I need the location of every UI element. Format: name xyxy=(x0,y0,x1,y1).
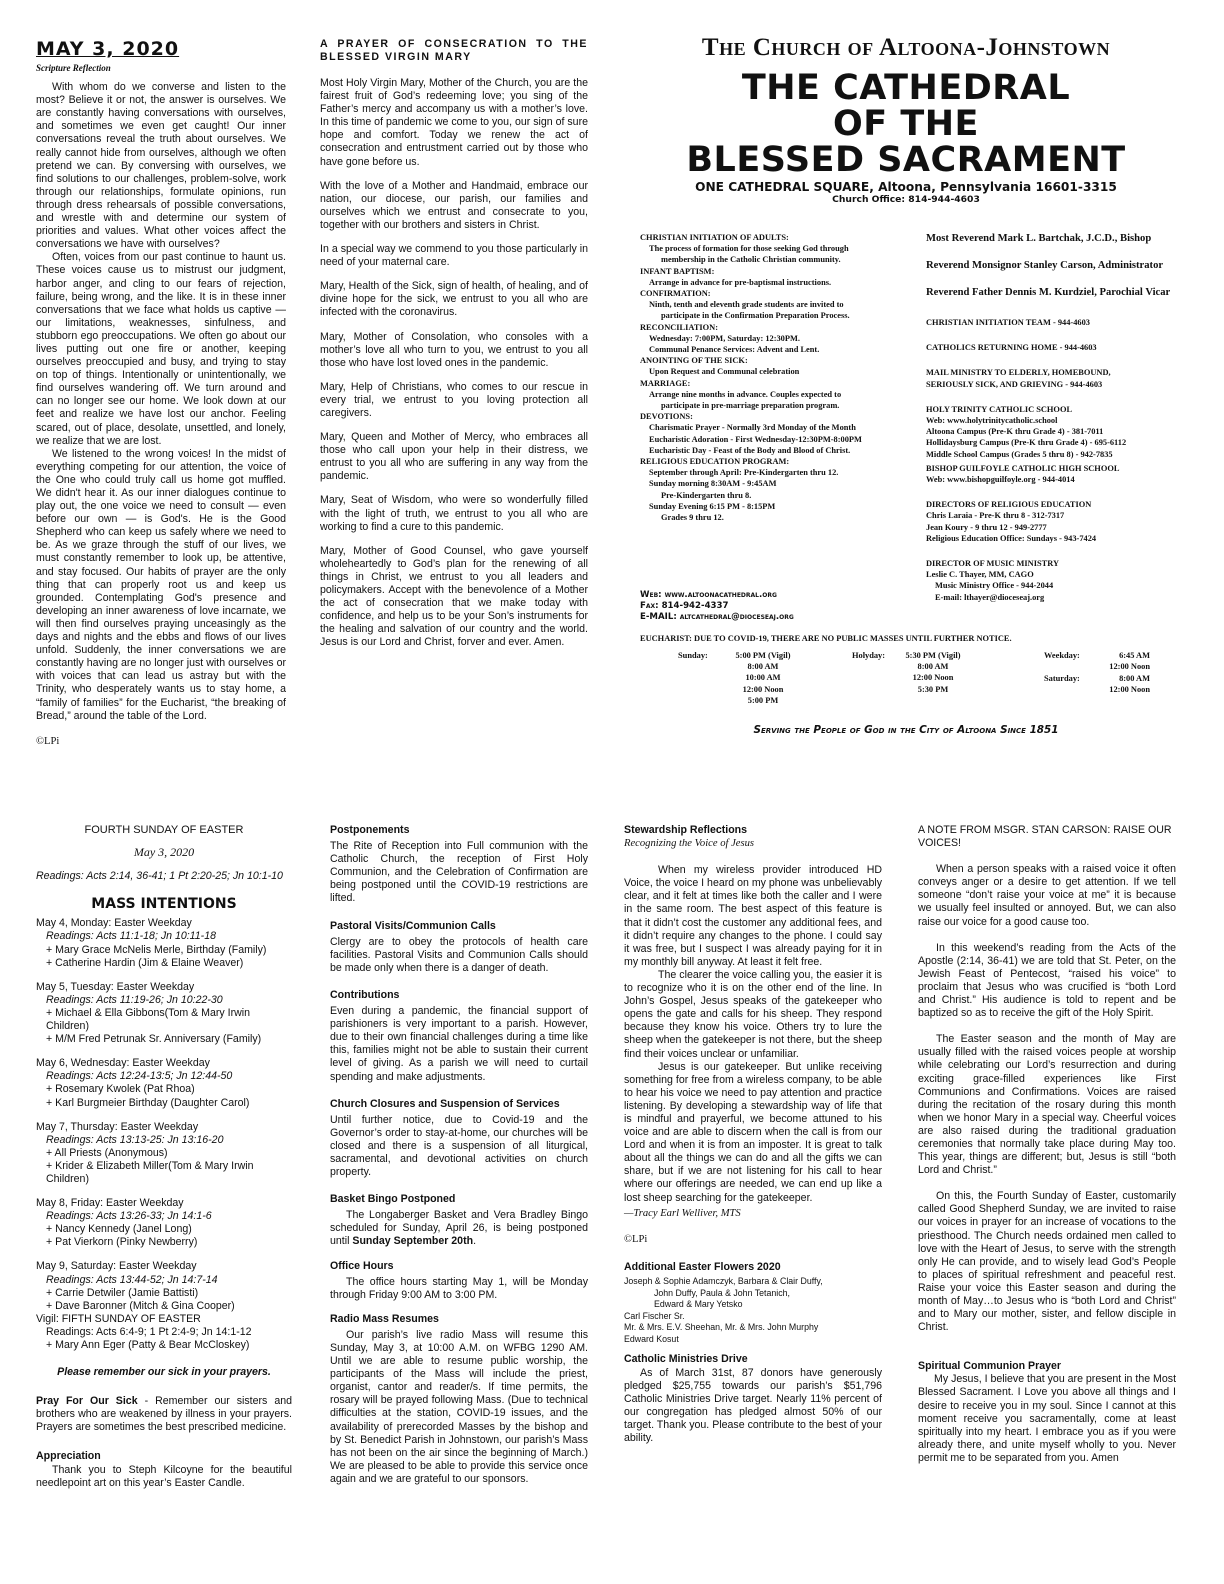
dre-contact: Jean Koury - 9 thru 12 - 949-2777 xyxy=(926,522,1047,532)
stewardship-paragraph: When my wireless provider introduced HD Voice, the voice I heard on my phone was unbelievably clear, and it felt at times like both the caller and I were in the same room. The best aspect of this feature is that it didn’t cost the customer any additional fees, and it didn’t require any changes to the phone. I could say it was free, but I suspect I was already paying for it in my monthly bill anyway. At least it felt free. xyxy=(624,864,882,968)
prayer-paragraph: Mary, Health of the Sick, sign of health, of healing, and of divine hope for the sick, we entrust to you all who are infected with the coronavirus. xyxy=(320,280,588,319)
sacrament-detail: Sunday morning 8:30AM - 9:45AM xyxy=(649,479,777,489)
sacrament-detail: Sunday Evening 6:15 PM - 8:15PM xyxy=(649,501,776,511)
sacrament-detail: Eucharistic Day - Feast of the Body and Blood of Christ. xyxy=(649,445,851,455)
mail-ministry: SERIOUSLY SICK, AND GRIEVING - 944-4603 xyxy=(926,379,1103,389)
holyday-times xyxy=(888,650,978,695)
school-campus: Middle School Campus (Grades 5 thru 8) - 942-7835 xyxy=(926,449,1113,459)
sacrament-detail: Arrange in advance for pre-baptismal instructions. xyxy=(649,277,832,287)
sacrament-heading: CONFIRMATION: xyxy=(640,289,711,299)
consecration-prayer-column xyxy=(320,38,588,660)
mass-intention-day xyxy=(36,981,292,1046)
scripture-reflection-title: Scripture Reflection xyxy=(36,63,111,73)
bingo-heading: Basket Bingo Postponed xyxy=(330,1193,456,1206)
vigil-name: + Mary Ann Eger (Patty & Bear McCloskey) xyxy=(46,1339,250,1351)
sacrament-detail: The process of formation for those seeking God through xyxy=(649,244,849,254)
announcement-heading: Church Closures and Suspension of Services xyxy=(330,1097,560,1110)
cathedral-name xyxy=(618,70,1194,178)
appreciation-text: Thank you to Steph Kilcoyne for the beautiful needlepoint art on this year’s Easter Candle. xyxy=(36,1463,292,1489)
weekday-label: Weekday: xyxy=(1044,651,1080,660)
lpi-credit: ©LPi xyxy=(624,1233,648,1245)
prayer-paragraph: In a special way we commend to you those particularly in need of your maternal care. xyxy=(320,243,588,269)
sunday-date: May 3, 2020 xyxy=(133,845,195,860)
sacrament-detail: September through April: Pre-Kindergarten thru 12. xyxy=(649,468,839,478)
flowers-heading: Additional Easter Flowers 2020 xyxy=(624,1260,781,1273)
diocese-name: The Church of Altoona-Johnstown xyxy=(701,34,1111,61)
school-campus: Hollidaysburg Campus (Pre-K thru Grade 4) - 695-6112 xyxy=(926,438,1127,448)
sacrament-heading: MARRIAGE: xyxy=(640,378,691,388)
mass-time: 5:30 PM xyxy=(917,684,949,694)
religious-ed-office: Religious Education Office: Sundays - 943-7424 xyxy=(926,533,1097,543)
sacrament-detail: Charismatic Prayer - Normally 3rd Monday of the Month xyxy=(649,423,856,433)
intention-name: + Pat Vierkorn (Pinky Newberry) xyxy=(46,1236,198,1249)
staff-directory xyxy=(926,232,1186,603)
saturday-label: Saturday: xyxy=(1044,674,1080,683)
sunday-readings: Readings: Acts 2:14, 36-41; 1 Pt 2:20-25; Jn 10:1-10 xyxy=(36,870,283,883)
pastor-note-paragraph: When a person speaks with a raised voice it often conveys anger or a desire to get attention. If we tell someone “don’t raise your voice at me” it is because we usually feel insulted or annoyed. But, we can also raise our voice for a good cause too. xyxy=(918,863,1176,928)
cmd-heading: Catholic Ministries Drive xyxy=(624,1353,748,1366)
christian-initiation-team: CHRISTIAN INITIATION TEAM - 944-4603 xyxy=(926,318,1090,327)
dre-contact: Chris Laraia - Pre-K thru 8 - 312-7317 xyxy=(926,511,1065,521)
mass-time: 8:00 AM xyxy=(1119,674,1150,683)
intention-day: May 7, Thursday: Easter Weekday xyxy=(36,1120,199,1133)
reflection-paragraph: With whom do we converse and listen to the most? Believe it or not, the answer is ourselves. We are constantly having conversations with ourselves, and sometimes we even get caught! Our inner conversations reveal the truth about ourselves. We really cannot hide from ourselves, although we often pretend we can. By conversing with ourselves, we find solutions to our challenges, problem-solve, work through our relationships, formulate opinions, run through dress rehearsals of possible conversations, and wrestle with and determine our system of priorities and values. What other voices affect the conversations we have with ourselves? xyxy=(36,81,286,251)
mass-time: 12:00 Noon xyxy=(1109,685,1150,695)
sacrament-heading: CHRISTIAN INITIATION OF ADULTS: xyxy=(640,233,789,242)
radio-mass-heading: Radio Mass Resumes xyxy=(330,1312,439,1325)
address-block xyxy=(618,180,1194,206)
intention-name: + Mary Grace McNelis Merle, Birthday (Family) xyxy=(46,943,267,956)
office-hours-text: The office hours starting May 1, will be Monday through Friday 9:00 AM to 3:00 PM. xyxy=(330,1275,588,1301)
radio-mass-text: Our parish’s live radio Mass will resume this Sunday, May 3, at 10:00 A.M. on WFBG 1290 AM. Until we are able to resume public worship, the participants of the Mass will include the priest, organist, cantor and reader/s. If time permits, the rosary will be prayed following Mass. (Due to technical difficulties at the station, COVID-19 issues, and the availability of prerecorded Masses by the bishop and by St. Benedict Parish in Johnstown, our parish’s Mass has not been on the air since the beginning of March.) We are pleased to be able to provide this service once again and we are grateful to our sponsors. xyxy=(330,1328,588,1485)
intention-name: + Carrie Detwiler (Jamie Battisti) xyxy=(46,1286,199,1299)
sacrament-detail: Eucharistic Adoration - First Wednesday-12:30PM-8:00PM xyxy=(649,434,862,444)
sunday-times xyxy=(718,650,808,706)
announcement-text: Even during a pandemic, the financial support of parishioners is very important to a parish. However, due to their own financial challenges during a time like this, families might not be able to sustain their current level of giving. As a parish we will need to curtail spending and make adjustments. xyxy=(330,1005,588,1083)
sacrament-detail: Upon Request and Communal celebration xyxy=(649,367,800,377)
music-director-heading: DIRECTOR OF MUSIC MINISTRY xyxy=(926,559,1060,569)
mass-time: 12:00 Noon xyxy=(912,673,954,683)
intention-day: May 9, Saturday: Easter Weekday xyxy=(36,1260,197,1273)
pray-for-sick xyxy=(36,1395,292,1434)
sacrament-heading: RELIGIOUS EDUCATION PROGRAM: xyxy=(640,457,790,467)
mass-time: 12:00 Noon xyxy=(742,684,784,694)
sacrament-heading: RECONCILIATION: xyxy=(640,322,719,332)
mass-intention-day xyxy=(36,1260,292,1312)
pray-for-sick-heading: Pray For Our Sick xyxy=(36,1395,138,1408)
sacrament-detail: Ninth, tenth and eleventh grade students are invited to xyxy=(649,300,844,310)
parochial-vicar: Reverend Father Dennis M. Kurdziel, Parochial Vicar xyxy=(926,287,1171,298)
mass-intention-day xyxy=(36,1197,292,1249)
stewardship-paragraph: Jesus is our gatekeeper. But unlike receiving something for free from a wireless company, to be able to hear his voice we need to pay attention and practice listening. By developing a stewardship way of life that is mindful and prayerful, we become attuned to his voice and are able to discern when the call is from our Lord and when it is from an imposter. It is great to talk about all the things we can do and all the gifts we can share, but if we are not listening for his call to hear where our offerings are needed, we can end up like a lost sheep searching for the gatekeeper. xyxy=(624,1060,882,1204)
bingo-text-body: The Longaberger Basket and Vera Bradley Bingo scheduled for Sunday, April 26, is being postponed until xyxy=(330,1209,588,1248)
school-name: HOLY TRINITY CATHOLIC SCHOOL xyxy=(926,404,1073,414)
high-school-name: BISHOP GUILFOYLE CATHOLIC HIGH SCHOOL xyxy=(926,463,1120,473)
school-campus: Altoona Campus (Pre-K thru Grade 4) - 381-7011 xyxy=(926,427,1104,437)
intention-name: + Krider & Elizabeth Miller(Tom & Mary Irwin Children) xyxy=(46,1159,254,1185)
prayer-paragraph: Most Holy Virgin Mary, Mother of the Church, you are the fairest fruit of God’s redeeming love; you sing of the Father’s mercy and accompany us with a mother’s love. In this time of pandemic we come to you, our sign of sure hope and comfort. Today we renew the act of consecration and entrustment carried out by those who have gone before us. xyxy=(320,77,588,168)
intention-name: + Michael & Ella Gibbons(Tom & Mary Irwin Children) xyxy=(46,1006,250,1033)
music-director: Leslie C. Thayer, MM, CAGO xyxy=(926,570,1034,580)
pastor-note-heading: A NOTE FROM MSGR. STAN CARSON: RAISE OUR VOICES! xyxy=(918,824,1172,850)
cathedral-name-line: BLESSED SACRAMENT xyxy=(686,140,1126,180)
mass-intention-day xyxy=(36,917,292,969)
flower-donor: John Duffy, Paula & John Tetanich, xyxy=(654,1287,790,1298)
sacrament-heading: INFANT BAPTISM: xyxy=(640,266,715,276)
intention-readings: Readings: Acts 13:13-25: Jn 13:16-20 xyxy=(46,1133,224,1146)
mass-intentions-column xyxy=(36,824,292,1490)
intention-name: + Karl Burgmeier Birthday (Daughter Carol) xyxy=(46,1096,250,1109)
reflection-paragraph: Often, voices from our past continue to haunt us. These voices cause us to mistrust our judgment, harbor anger, and cling to our fears of rejection, failure, being wrong, and the like. It is in these inner conversations that we face what holds us captive — our limitations, weaknesses, sinfulness, and stubborn ego preoccupations. We often go about our lives putting out one fire or another, keeping ourselves preoccupied and busy, and trying to stay on top of things. Intentionally or unintentionally, we find ourselves wandering off. We turn around and can no longer see our home. We look down at our feet and realize we have lost our anchor. Feeling scared, out of place, desolate, unsettled, and lonely, we realize that we are lost. xyxy=(36,251,286,447)
reflection-paragraph: We listened to the wrong voices! In the midst of everything competing for our attention, the voice of the One who could truly call us home got muffled. We didn't hear it. As our inner dialogues continue to play out, the one voice we need to consult — even before our own — is God's. He is the Good Shepherd who can keep us safely where we need to be. As we graze through the stuff of our lives, we must constantly remember to look up, be attentive, and stay focused. Our habits of prayer are the only thing that can properly root us and keep us grounded. Contemplating God's presence and developing an inner awareness of love incarnate, we will then find ourselves praying unceasingly as the days and nights and the ebbs and flows of our lives unfold. Suddenly, the inner conversations we are constantly having are no longer just with ourselves or with voices that can lead us astray but with the Trinity, who desperately wants us to stay home, a “family of families” for the Eucharist, “the breaking of Bread,” around the table of the Lord. xyxy=(36,447,286,722)
intention-readings: Readings: Acts 13:26-33; Jn 14:1-6 xyxy=(46,1210,212,1223)
vigil-intention xyxy=(36,1313,292,1352)
stewardship-author: —Tracy Earl Welliver, MTS xyxy=(624,1207,741,1219)
intention-name: + All Priests (Anonymous) xyxy=(46,1146,168,1159)
website-link[interactable]: Web: www.altoonacathedral.org xyxy=(640,590,777,600)
intention-name: + Catherine Hardin (Jim & Elaine Weaver) xyxy=(46,956,244,969)
flowers-list xyxy=(624,1276,882,1346)
vigil-day: Vigil: FIFTH SUNDAY OF EASTER xyxy=(36,1312,201,1325)
bingo-text: The Longaberger Basket and Vera Bradley Bingo scheduled for Sunday, April 26, is being postponed until Sunday September 20th. xyxy=(330,1209,588,1248)
pastor-note-column xyxy=(918,824,1176,1465)
sacrament-heading: ANOINTING OF THE SICK: xyxy=(640,356,748,366)
mass-time: 5:00 PM xyxy=(747,695,779,705)
mass-time: 5:00 PM (Vigil) xyxy=(735,651,791,660)
prayer-paragraph: Mary, Seat of Wisdom, who were so wonderfully filled with the light of truth, we entrust to you all who are working to find a cure to this pandemic. xyxy=(320,494,588,533)
email-link[interactable]: E-MAIL: altcathedral@dioceseaj.org xyxy=(640,612,794,623)
mass-time: 12:00 Noon xyxy=(1109,662,1150,672)
stewardship-subtitle: Recognizing the Voice of Jesus xyxy=(624,838,755,850)
pastor-note-paragraph: On this, the Fourth Sunday of Easter, customarily called Good Shepherd Sunday, we are invited to raise our voices in prayer for an increase of vocations to the priesthood. The Church needs ordained men called to love with the Heart of Jesus, to serve with the strength only He can provide, and to wisely lead God’s People to places of spiritual refreshment and peaceful rest. Raise your voice this Easter season and during the month of May…to Jesus who is “both Lord and Christ” and to Mary our mother, sister, and fellow disciple in Christ. xyxy=(918,1190,1176,1334)
catholics-returning-home: CATHOLICS RETURNING HOME - 944-4603 xyxy=(926,343,1097,353)
intention-readings: Readings: Acts 13:44-52; Jn 14:7-14 xyxy=(46,1273,218,1286)
mail-ministry: MAIL MINISTRY TO ELDERLY, HOMEBOUND, xyxy=(926,368,1111,378)
spiritual-communion-heading: Spiritual Communion Prayer xyxy=(918,1360,1062,1373)
pastor-note-paragraph: The Easter season and the month of May are usually filled with the raised voices people at worship while celebrating our Lord’s resurrection and during exciting grace-filled experiences like First Communions and Confirmations. Voices are raised during the recitation of the rosary during this month when we honor Mary in a special way. Cheerful voices are also raised during the traditional graduation ceremonies that normally take place during May too. This year, things are different; but, Jesus is still “both Lord and Christ.” xyxy=(918,1033,1176,1177)
lpi-credit: ©LPi xyxy=(36,735,60,747)
appreciation-heading: Appreciation xyxy=(36,1450,101,1463)
bishop: Most Reverend Mark L. Bartchak, J.C.D., Bishop xyxy=(926,233,1152,244)
intention-readings: Readings: Acts 11:1-18; Jn 10:11-18 xyxy=(46,930,216,943)
sunday-label: Sunday: xyxy=(678,651,708,660)
announcement-text: The Rite of Reception into Full communion with the Catholic Church, the reception of First Holy Communion, and the Celebration of Confirmation are being postponed until the COVID-19 restrictions are lifted. xyxy=(330,840,588,905)
contact-web-block xyxy=(640,590,910,624)
mass-time: 10:00 AM xyxy=(745,673,781,683)
sacrament-detail: Pre-Kindergarten thru 8. xyxy=(661,490,752,500)
sacrament-heading: DEVOTIONS: xyxy=(640,412,693,422)
stewardship-heading: Stewardship Reflections xyxy=(624,824,748,836)
prayer-paragraph: With the love of a Mother and Handmaid, embrace our nation, our diocese, our parish, our families and ourselves which we entrust and consecrate to you, together with our brothers and sisters in Christ. xyxy=(320,179,588,231)
eucharist-notice: EUCHARIST: DUE TO COVID-19, THERE ARE NO PUBLIC MASSES UNTIL FURTHER NOTICE. xyxy=(640,634,1012,643)
announcement-text: Clergy are to obey the protocols of health care facilities. Pastoral Visits and Communion Calls should be made only when there is a danger of death. xyxy=(330,935,588,974)
mass-time: 8:00 AM xyxy=(747,662,779,672)
intention-name: + M/M Fred Petrunak Sr. Anniversary (Family) xyxy=(46,1033,262,1046)
mass-time: 8:00 AM xyxy=(917,662,949,672)
sacrament-detail: Arrange nine months in advance. Couples expected to xyxy=(649,389,842,399)
announcement-heading: Postponements xyxy=(330,824,410,836)
intention-name: + Dave Baronner (Mitch & Gina Cooper) xyxy=(46,1299,235,1312)
administrator: Reverend Monsignor Stanley Carson, Administrator xyxy=(926,260,1164,271)
music-office: Music Ministry Office - 944-2044 xyxy=(935,581,1054,591)
intention-name: + Nancy Kennedy (Janel Long) xyxy=(46,1223,192,1236)
flower-donor: Mr. & Mrs. E.V. Sheehan, Mr. & Mrs. John Murphy xyxy=(624,1322,819,1333)
intention-day: May 4, Monday: Easter Weekday xyxy=(36,917,192,930)
church-address: ONE CATHEDRAL SQUARE, Altoona, Pennsylvania 16601-3315 xyxy=(695,180,1117,194)
pastor-note-paragraph: In this weekend’s reading from the Acts of the Apostle (2:14, 36-41) we are told that St. Peter, on the Jewish Feast of Pentecost, “raised his voice” to proclaim that Jesus who was crucified is “both Lord and Christ.” His audience is told to repent and be baptized so as to receive the gift of the Holy Spirit. xyxy=(918,941,1176,1020)
vigil-readings: Readings: Acts 6:4-9; 1 Pt 2:4-9; Jn 14:1-12 xyxy=(46,1325,252,1338)
announcement-heading: Contributions xyxy=(330,988,400,1001)
remember-sick: Please remember our sick in your prayers. xyxy=(57,1366,271,1379)
intention-readings: Readings: Acts 12:24-13:5; Jn 12:44-50 xyxy=(46,1070,233,1083)
scripture-reflection-column xyxy=(36,38,286,748)
announcement-sections xyxy=(330,824,588,1179)
prayer-paragraph: Mary, Help of Christians, who comes to our rescue in every trial, we entrust to you loving protection all caregivers. xyxy=(320,380,588,419)
flower-donor: Carl Fischer Sr. xyxy=(624,1310,685,1321)
sunday-title: FOURTH SUNDAY OF EASTER xyxy=(84,824,244,836)
announcements-column xyxy=(330,824,588,1486)
prayer-paragraph: Mary, Mother of Consolation, who consoles with a mother’s love all who turn to you, we entrust to you all those who have lost loved ones in the pandemic. xyxy=(320,330,588,369)
mass-intention-day xyxy=(36,1057,292,1109)
mass-intention-day xyxy=(36,1121,292,1186)
fax-number: Fax: 814-942-4337 xyxy=(640,601,729,612)
serving-tagline: Serving the People of God in the City of Altoona Since 1851 xyxy=(753,724,1059,736)
weekday-times xyxy=(1090,650,1150,672)
spiritual-communion-text: My Jesus, I believe that you are present in the Most Blessed Sacrament. I Love you above all things and I desire to receive you in my soul. Since I cannot at this moment receive you sacramentally, come at least spiritually into my heart. I embrace you as if you were already there, and unite myself wholly to you. Never permit me to be separated from you. Amen xyxy=(918,1373,1177,1464)
bulletin-date: MAY 3, 2020 xyxy=(36,38,180,60)
music-email: E-mail: lthayer@dioceseaj.org xyxy=(935,592,1045,602)
sacrament-detail: participate in the Confirmation Preparation Process. xyxy=(661,311,850,321)
stewardship-column xyxy=(624,824,882,1445)
dre-heading: DIRECTORS OF RELIGIOUS EDUCATION xyxy=(926,500,1092,510)
sacrament-detail: Wednesday: 7:00PM, Saturday: 12:30PM. xyxy=(649,333,800,343)
intention-readings: Readings: Acts 11:19-26; Jn 10:22-30 xyxy=(46,993,223,1006)
flower-donor: Edward Kosut xyxy=(624,1333,679,1344)
mass-intentions-heading: MASS INTENTIONS xyxy=(91,896,237,913)
stewardship-paragraph: The clearer the voice calling you, the easier it is to recognize who it is on the other end of the line. In John’s Gospel, Jesus speaks of the gatekeeper who opens the gate and calls for his sheep. They respond because they know his voice. Others try to lure the sheep when the gatekeeper is not there, but the sheep find their voices unclear or unfamiliar. xyxy=(624,968,882,1060)
prayer-paragraph: Mary, Mother of Good Counsel, who gave yourself wholeheartedly to God’s plan for the renewing of all things in Christ, we entrust to you all leaders and policymakers. Accept with the benevolence of a Mother the act of consecration that we make today with confidence, and help us to be your Son’s instruments for the healing and salvation of our country and the world. Jesus is our Lord and Christ, forver and ever. Amen. xyxy=(320,544,588,649)
announcement-text: Until further notice, due to Covid-19 and the Governor’s order to stay-at-home, our churches will be closed and there is a suspension of all liturgical, sacramental, and devotional activities on church property. xyxy=(330,1113,588,1179)
mass-time: 6:45 AM xyxy=(1119,651,1150,660)
intention-day: May 6, Wednesday: Easter Weekday xyxy=(36,1057,210,1070)
sacrament-detail: participate in pre-marriage preparation program. xyxy=(661,401,840,411)
cathedral-name-line: THE CATHEDRAL xyxy=(741,68,1071,108)
sacrament-detail: membership in the Catholic Christian community. xyxy=(661,255,841,265)
cmd-text: As of March 31st, 87 donors have generously pledged $25,755 towards our parish’s $51,796 Catholic Ministries Drive target. Nearly 11% percent of our congregation has pledged almost 50% of our target. Thank you. Please contribute to the best of your ability. xyxy=(624,1366,882,1445)
intention-day: May 8, Friday: Easter Weekday xyxy=(36,1197,184,1210)
flower-donor: Joseph & Sophie Adamczyk, Barbara & Clair Duffy, xyxy=(624,1275,823,1286)
holyday-label: Holyday: xyxy=(852,651,886,660)
sacraments-list xyxy=(640,232,910,523)
intention-name: + Rosemary Kwolek (Pat Rhoa) xyxy=(46,1083,195,1096)
sacrament-detail: Communal Penance Services: Advent and Lent. xyxy=(649,345,820,355)
bingo-date: Sunday September 20th xyxy=(352,1235,474,1248)
announcement-heading: Pastoral Visits/Communion Calls xyxy=(330,919,496,932)
prayer-paragraph: Mary, Queen and Mother of Mercy, who embraces all those who call upon your help in their distress, we entrust to you all who are suffering in any way from the pandemic. xyxy=(320,431,588,483)
pray-for-sick-text: - Remember our sisters and brothers who are weakened by illness in your prayers. Prayers are sometimes the best prescribed medicine. xyxy=(36,1395,292,1434)
prayer-heading: A PRAYER OF CONSECRATION TO THE BLESSED VIRGIN MARY xyxy=(320,38,588,63)
sacrament-detail: Grades 9 thru 12. xyxy=(661,513,724,523)
high-school-web: Web: www.bishopguilfoyle.org - 944-4014 xyxy=(926,475,1075,485)
mass-intentions-list xyxy=(36,917,292,1312)
cathedral-name-line: OF THE xyxy=(833,104,979,144)
office-hours-heading: Office Hours xyxy=(330,1259,394,1272)
mass-time: 5:30 PM (Vigil) xyxy=(905,651,961,660)
saturday-times xyxy=(1090,673,1150,695)
intention-day: May 5, Tuesday: Easter Weekday xyxy=(36,980,195,993)
flower-donor: Edward & Mary Yetsko xyxy=(654,1299,743,1310)
school-web: Web: www.holytrinitycatholic.school xyxy=(926,416,1058,426)
church-masthead xyxy=(618,34,1194,178)
church-office-phone: Church Office: 814-944-4603 xyxy=(832,194,980,205)
